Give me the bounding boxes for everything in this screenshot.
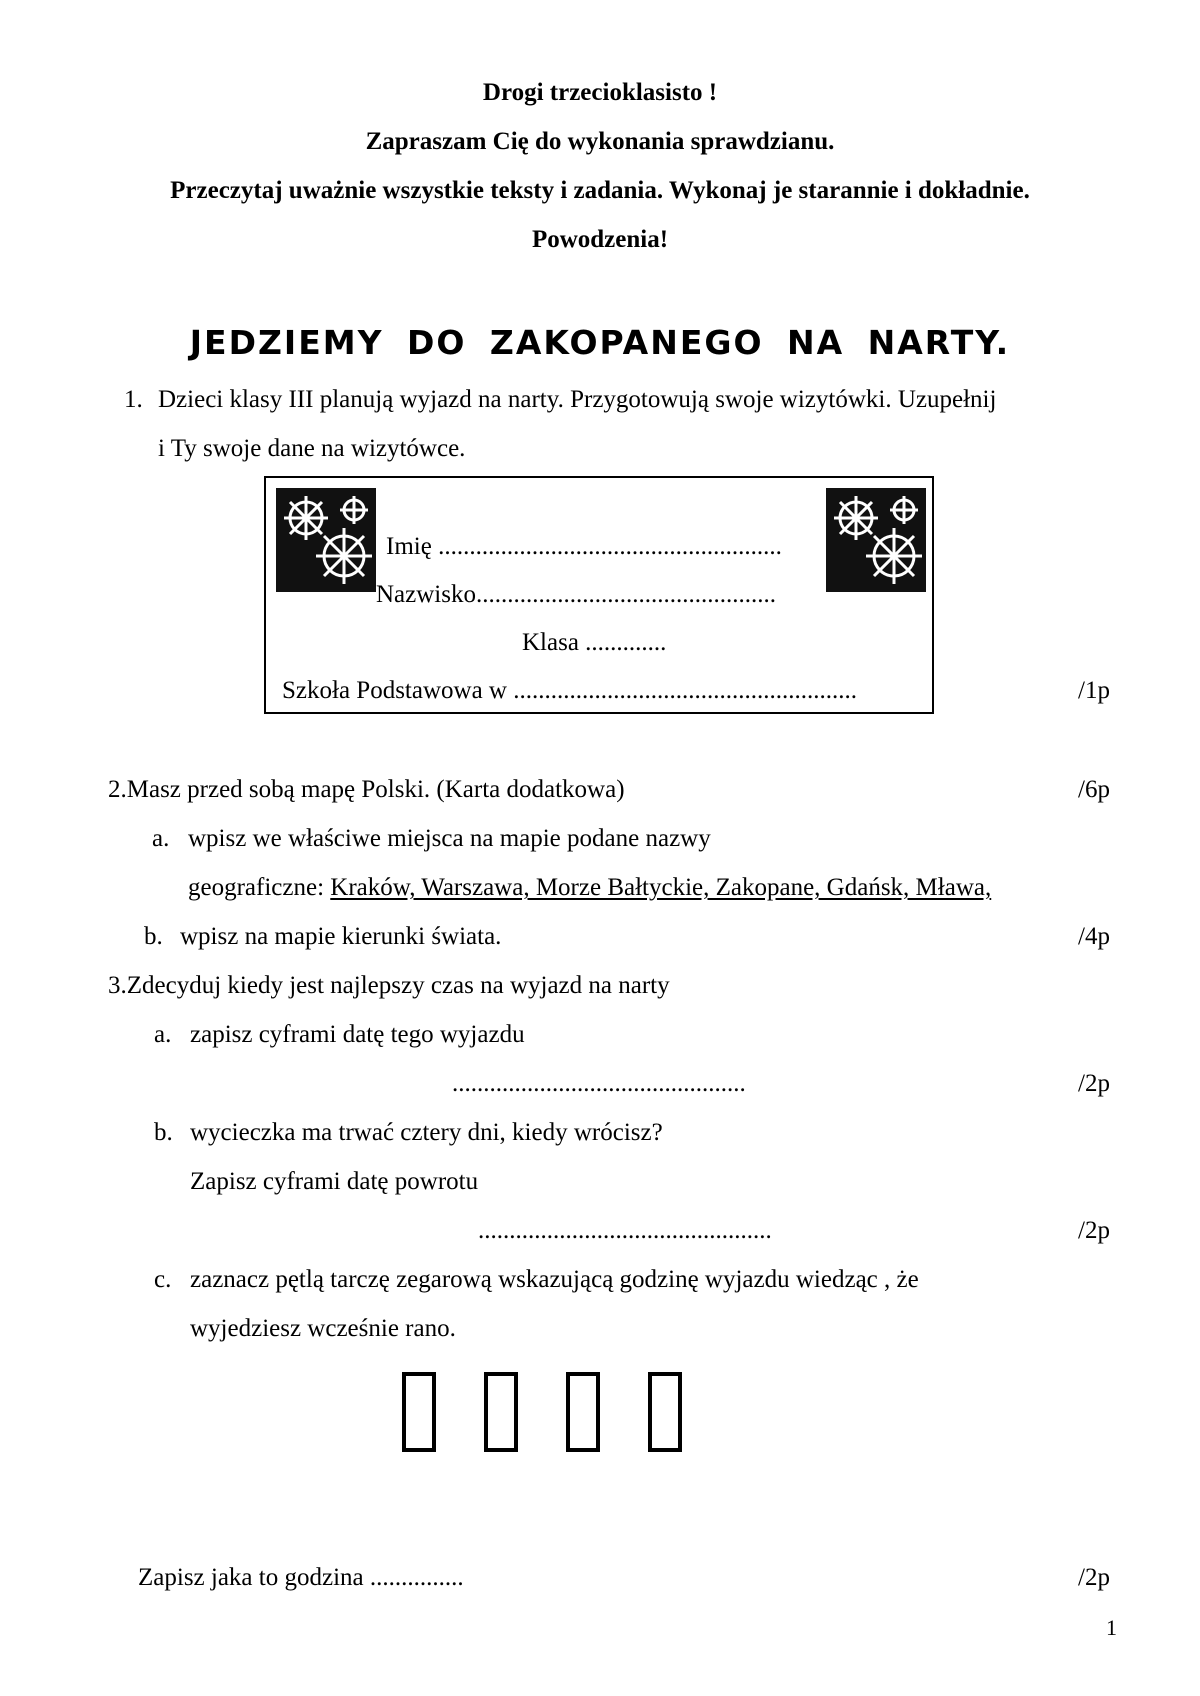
task2a-names-line <box>188 873 991 903</box>
business-card <box>264 476 934 714</box>
task1-number: 1. <box>124 386 143 413</box>
task3b-answer-field[interactable]: ............................................... <box>478 1217 772 1244</box>
task3c-text: zaznacz pętlą tarczę zegarową wskazującą godzinę wyjazdu wiedząc , że <box>190 1266 919 1293</box>
card-surname-field[interactable]: Nazwisko................................................ <box>376 581 776 608</box>
task2a-text: wpisz we właściwe miejsca na mapie podane nazwy <box>188 825 711 852</box>
snowflake-right-icon <box>826 488 926 592</box>
clock-face-3-icon[interactable] <box>566 1372 600 1452</box>
task2a-prefix: geograficzne: <box>188 874 331 901</box>
task2-score: /6p <box>1078 776 1110 803</box>
task3a-label: a. <box>154 1021 172 1048</box>
task2a-place-names: Kraków, Warszawa, Morze Bałtyckie, Zakopane, Gdańsk, Mława, <box>330 874 992 901</box>
task1-text-line2: i Ty swoje dane na wizytówce. <box>158 435 466 462</box>
task2b-text: wpisz na mapie kierunki świata. <box>180 923 502 950</box>
task3c-time-field[interactable]: Zapisz jaka to godzina ............... <box>138 1564 464 1591</box>
task3b-text: wycieczka ma trwać cztery dni, kiedy wrócisz? <box>190 1119 663 1146</box>
task1-text-line1: Dzieci klasy III planują wyjazd na narty. Przygotowują swoje wizytówki. Uzupełnij <box>158 386 997 413</box>
task3a-answer-field[interactable]: ............................................... <box>452 1070 746 1097</box>
task3a-score: /2p <box>1078 1070 1110 1097</box>
clock-face-2-icon[interactable] <box>484 1372 518 1452</box>
invitation: Zapraszam Cię do wykonania sprawdzianu. <box>365 128 835 155</box>
task3-text: 3.Zdecyduj kiedy jest najlepszy czas na wyjazd na narty <box>108 972 670 999</box>
task3c-text-line2: wyjedziesz wcześnie rano. <box>190 1315 456 1342</box>
card-class-field[interactable]: Klasa ............. <box>522 629 667 656</box>
greeting: Drogi trzecioklasisto ! <box>482 79 718 106</box>
page-number: 1 <box>1106 1615 1117 1640</box>
task3b-text-line2: Zapisz cyframi datę powrotu <box>190 1168 479 1195</box>
clock-face-4-icon[interactable] <box>648 1372 682 1452</box>
clock-face-1-icon[interactable] <box>402 1372 436 1452</box>
task3b-score: /2p <box>1078 1217 1110 1244</box>
good-luck: Powodzenia! <box>531 226 669 253</box>
task3a-text: zapisz cyframi datę tego wyjazdu <box>190 1021 525 1048</box>
task3c-label: c. <box>154 1266 172 1293</box>
card-name-field[interactable]: Imię ....................................................... <box>386 533 782 560</box>
task3b-label: b. <box>154 1119 173 1146</box>
task2-text: 2.Masz przed sobą mapę Polski. (Karta dodatkowa) <box>108 776 625 803</box>
page-title: JEDZIEMY DO ZAKOPANEGO NA NARTY. <box>189 323 1011 362</box>
task2b-label: b. <box>144 923 163 950</box>
task2a-label: a. <box>152 825 170 852</box>
task2b-score: /4p <box>1078 923 1110 950</box>
snowflake-left-icon <box>276 488 376 592</box>
instructions: Przeczytaj uważnie wszystkie teksty i zadania. Wykonaj je starannie i dokładnie. <box>170 177 1030 204</box>
task1-score: /1p <box>1078 677 1110 704</box>
card-school-field[interactable]: Szkoła Podstawowa w ....................................................... <box>282 677 857 704</box>
task3c-score: /2p <box>1078 1564 1110 1591</box>
